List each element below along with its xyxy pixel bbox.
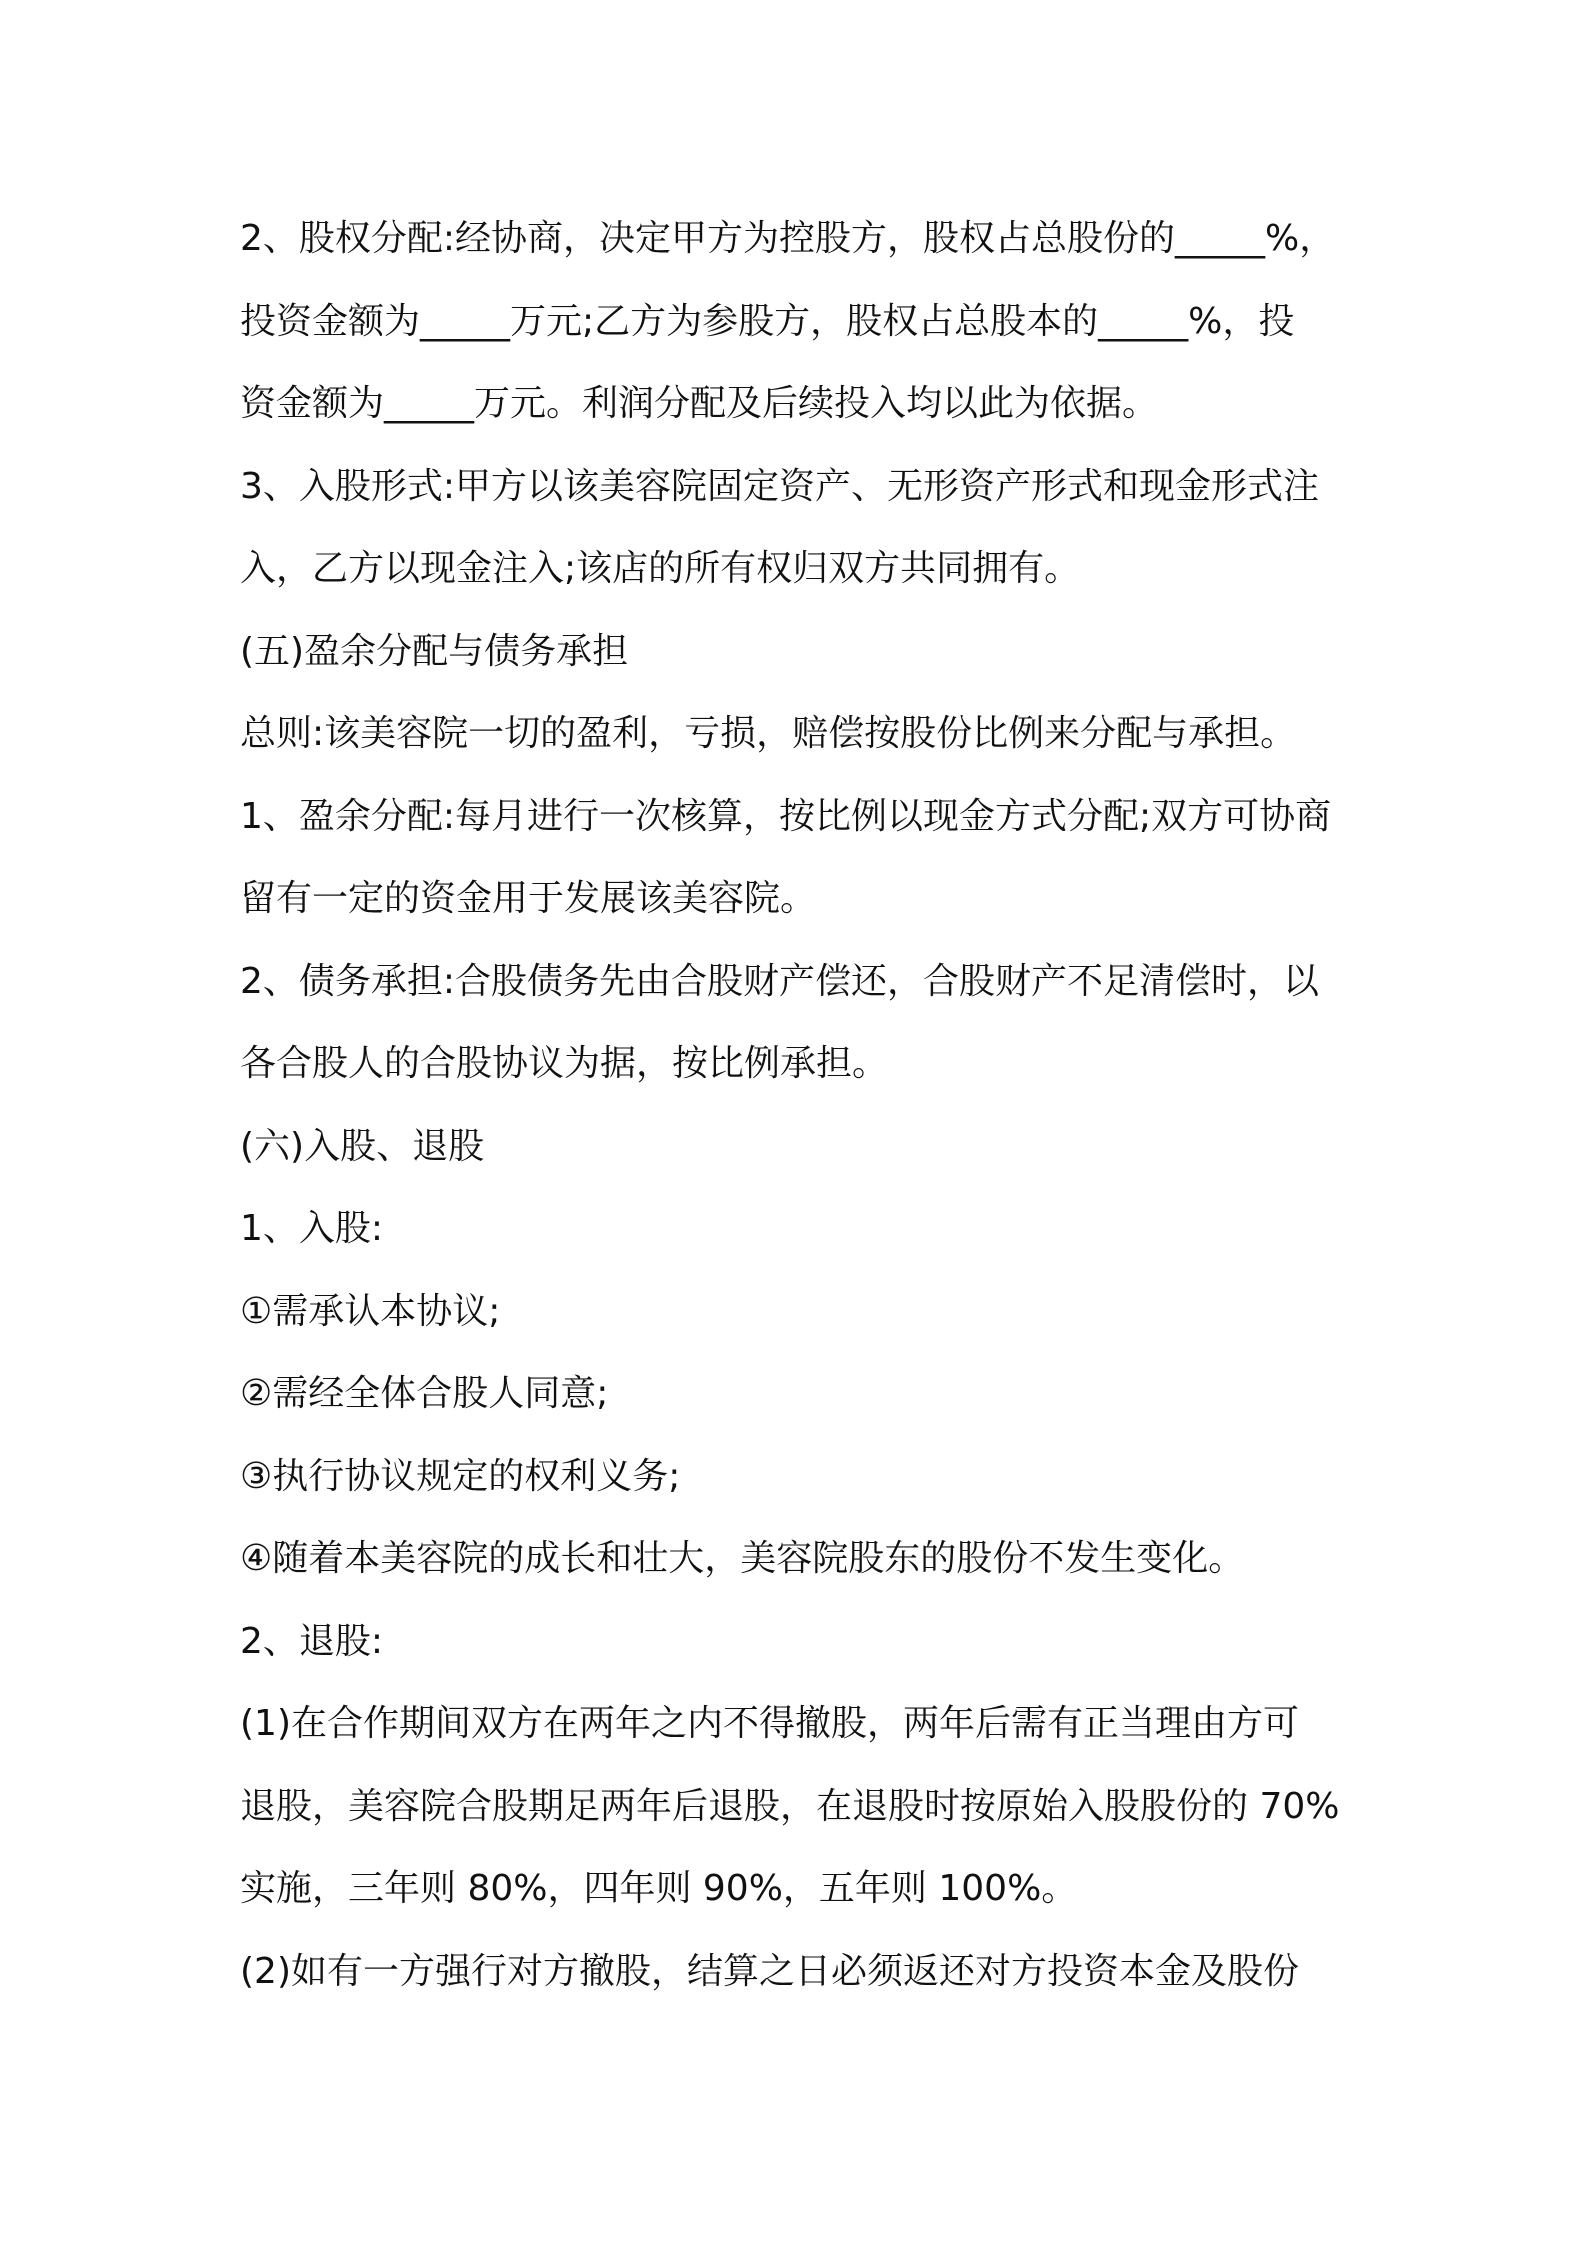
text-line: 入，乙方以现金注入;该店的所有权归双方共同拥有。 bbox=[240, 548, 1081, 589]
text-line: 总则:该美容院一切的盈利，亏损，赔偿按股份比例来分配与承担。 bbox=[240, 713, 1297, 754]
subsection-heading: 2、退股: bbox=[240, 1620, 384, 1662]
list-item: ④随着本美容院的成长和壮大，美容院股东的股份不发生变化。 bbox=[240, 1538, 1245, 1579]
text-line: 3、入股形式:甲方以该美容院固定资产、无形资产形式和现金形式注 bbox=[240, 465, 1320, 507]
text-line: 实施，三年则 80%，四年则 90%，五年则 100%。 bbox=[240, 1868, 1078, 1909]
text-line: (2)如有一方强行对方撤股，结算之日必须返还对方投资本金及股份 bbox=[240, 1950, 1299, 1992]
list-item: ②需经全体合股人同意; bbox=[240, 1373, 609, 1414]
text-line: 各合股人的合股协议为据，按比例承担。 bbox=[240, 1043, 889, 1084]
text-line: 2、股权分配:经协商，决定甲方为控股方，股权占总股份的_____%， bbox=[240, 218, 1336, 259]
section-heading: (五)盈余分配与债务承担 bbox=[240, 630, 629, 672]
text-line: 1、盈余分配:每月进行一次核算，按比例以现金方式分配;双方可协商 bbox=[240, 795, 1332, 837]
list-item: ①需承认本协议; bbox=[240, 1290, 501, 1332]
text-line: 留有一定的资金用于发展该美容院。 bbox=[240, 878, 817, 919]
text-line: (1)在合作期间双方在两年之内不得撤股，两年后需有正当理由方可 bbox=[240, 1703, 1299, 1744]
text-line: 投资金额为_____万元;乙方为参股方，股权占总股本的_____%，投 bbox=[240, 300, 1295, 342]
list-item: ③执行协议规定的权利义务; bbox=[240, 1455, 681, 1497]
section-heading: (六)入股、退股 bbox=[240, 1125, 485, 1167]
subsection-heading: 1、入股: bbox=[240, 1208, 384, 1249]
document-body bbox=[240, 198, 1360, 2013]
text-line: 2、债务承担:合股债务先由合股财产偿还，合股财产不足清偿时，以 bbox=[240, 960, 1320, 1002]
text-line: 退股，美容院合股期足两年后退股，在退股时按原始入股股份的 70% bbox=[240, 1785, 1340, 1827]
text-line: 资金额为_____万元。利润分配及后续投入均以此为依据。 bbox=[240, 383, 1159, 424]
